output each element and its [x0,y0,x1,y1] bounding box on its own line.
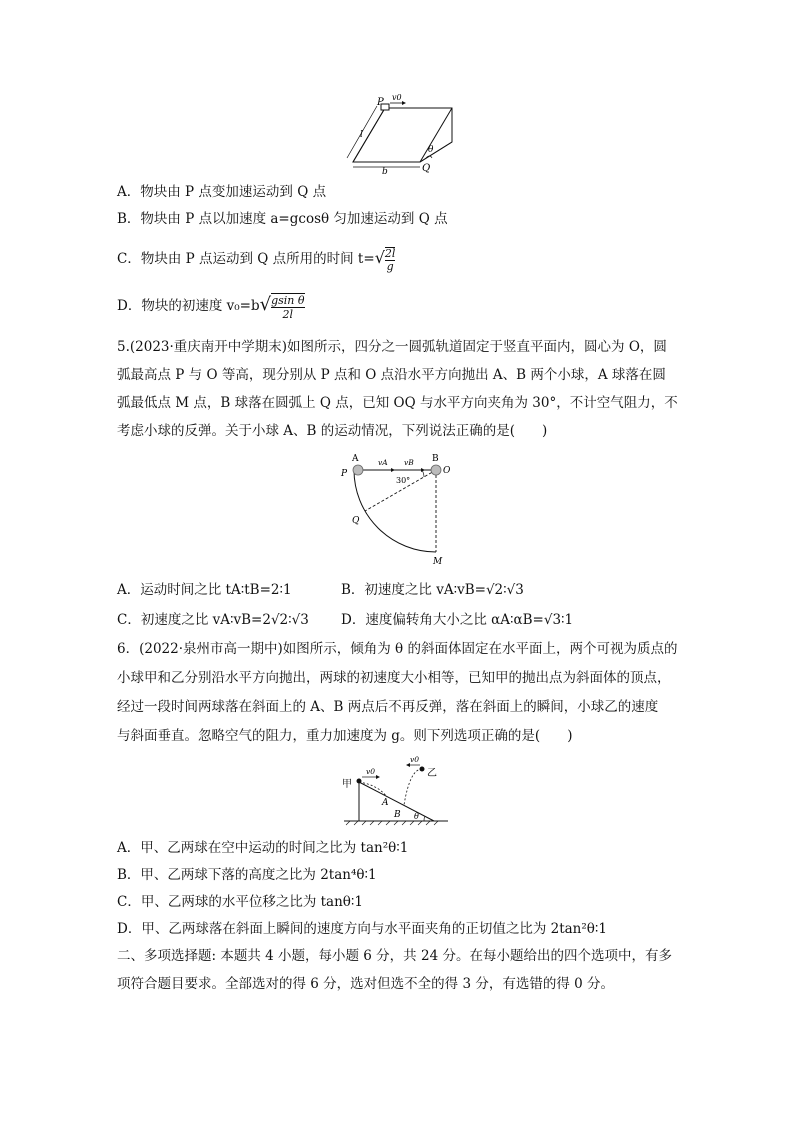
arc-label-q: Q [352,516,360,526]
fig3-label-v0a: v0 [366,767,376,776]
q4-option-c-text: C．物块由 P 点运动到 Q 点所用的时间 t= [117,251,375,267]
q5-option-c: C．初速度之比 vA∶vB=2√2∶√3 [117,612,309,628]
q6-line-3: 经过一段时间两球落在斜面上的 A、B 两点后不再反弹，落在斜面上的瞬间，小球乙的速度 [117,699,659,715]
q6-option-c: C．甲、乙两球的水平位移之比为 tanθ∶1 [117,894,364,910]
section-2-line-2: 项符合题目要求。全部选对的得 6 分，选对但选不全的得 3 分，有选错的得 0 分。 [117,976,615,992]
arc-label-p: P [341,469,348,479]
q6-option-a: A．甲、乙两球在空中运动的时间之比为 tan²θ∶1 [117,840,409,856]
q4-option-b: B．物块由 P 点以加速度 a=gcosθ 匀加速运动到 Q 点 [117,211,448,227]
fig3-label-yi: 乙 [427,768,437,779]
q6-stem [117,635,679,751]
q5-option-a: A．运动时间之比 tA∶tB=2∶1 [117,582,292,598]
q6-line-2: 小球甲和乙分别沿水平方向抛出，两球的初速度大小相等，已知甲的抛出点为斜面体的顶点， [117,670,671,686]
arc-label-o: O [443,466,451,476]
fig3-label-v0b: v0 [410,755,420,764]
q5-line-4: 考虑小球的反弹。关于小球 A、B 的运动情况，下列说法正确的是( ) [117,423,548,439]
arc-label-a: A [352,454,359,464]
q5-stem [117,333,679,445]
q4-c-denominator: g [386,259,394,273]
q4-option-c: C．物块由 P 点运动到 Q 点所用的时间 t=√ $\frac{2l}{g}$ [117,246,396,273]
fig3-label-b: B [394,810,401,820]
q5-line-3: 弧最低点 M 点，B 球落在圆弧上 Q 点，已知 OQ 与水平方向夹角为 30°，不计空气阻力，不 [117,395,678,411]
fig3-label-theta: θ [414,812,419,821]
incline-figure [340,92,470,176]
q5-option-d: D．速度偏转角大小之比 αA∶αB=√3∶1 [341,612,574,628]
arc-label-b: B [432,454,439,464]
q6-option-b: B．甲、乙两球下落的高度之比为 2tan⁴θ∶1 [117,867,377,883]
fig3-label-jia: 甲 [342,779,352,790]
q4-option-a: A．物块由 P 点变加速运动到 Q 点 [117,184,327,200]
section-2-line-1: 二、多项选择题: 本题共 4 小题，每小题 6 分，共 24 分。在每小题给出的四个选项中，有多 [117,948,672,964]
q5-line-1: 5.(2023·重庆南开中学期末)如图所示，四分之一圆弧轨道固定于竖直平面内，圆心为 O，圆 [117,339,667,355]
label-b: b [382,167,388,176]
q6-option-d: D．甲、乙两球落在斜面上瞬间的速度方向与水平面夹角的正切值之比为 2tan²θ∶1 [117,921,608,937]
label-l: l [360,130,363,140]
arc-label-va: vA [378,458,388,467]
arc-label-angle: 30° [396,476,411,485]
q6-line-1: 6．(2022·泉州市高一期中)如图所示，倾角为 θ 的斜面体固定在水平面上，两个可视为质点的 [117,641,678,657]
label-theta: θ [428,145,434,155]
arc-label-vb: vB [404,458,414,467]
arc-label-m: M [433,557,443,567]
q4-c-numerator: 2l [384,246,396,260]
quarter-arc-figure [336,450,462,568]
q4-option-d: D．物块的初速度 v₀=b√ $\frac{\text{gsin θ}}{2l}$ [117,293,305,321]
q6-line-4: 与斜面垂直。忽略空气的阻力，重力加速度为 g。则下列选项正确的是( ) [117,728,573,744]
q4-d-numerator: gsin θ [271,293,305,307]
label-p: P [377,97,384,108]
q5-option-b: B．初速度之比 vA∶vB=√2∶√3 [341,582,524,598]
q5-line-2: 弧最高点 P 与 O 等高，现分别从 P 点和 O 点沿水平方向抛出 A、B 两个小球，A 球落在圆 [117,367,666,383]
fig3-label-a: A [382,798,389,808]
label-v0: v0 [392,93,402,102]
label-q: Q [422,163,431,174]
section-2-heading [117,942,679,998]
q4-d-denominator: 2l [282,307,294,321]
q4-option-d-text: D．物块的初速度 v₀=b [117,298,260,314]
incline-two-balls-figure [338,755,468,829]
